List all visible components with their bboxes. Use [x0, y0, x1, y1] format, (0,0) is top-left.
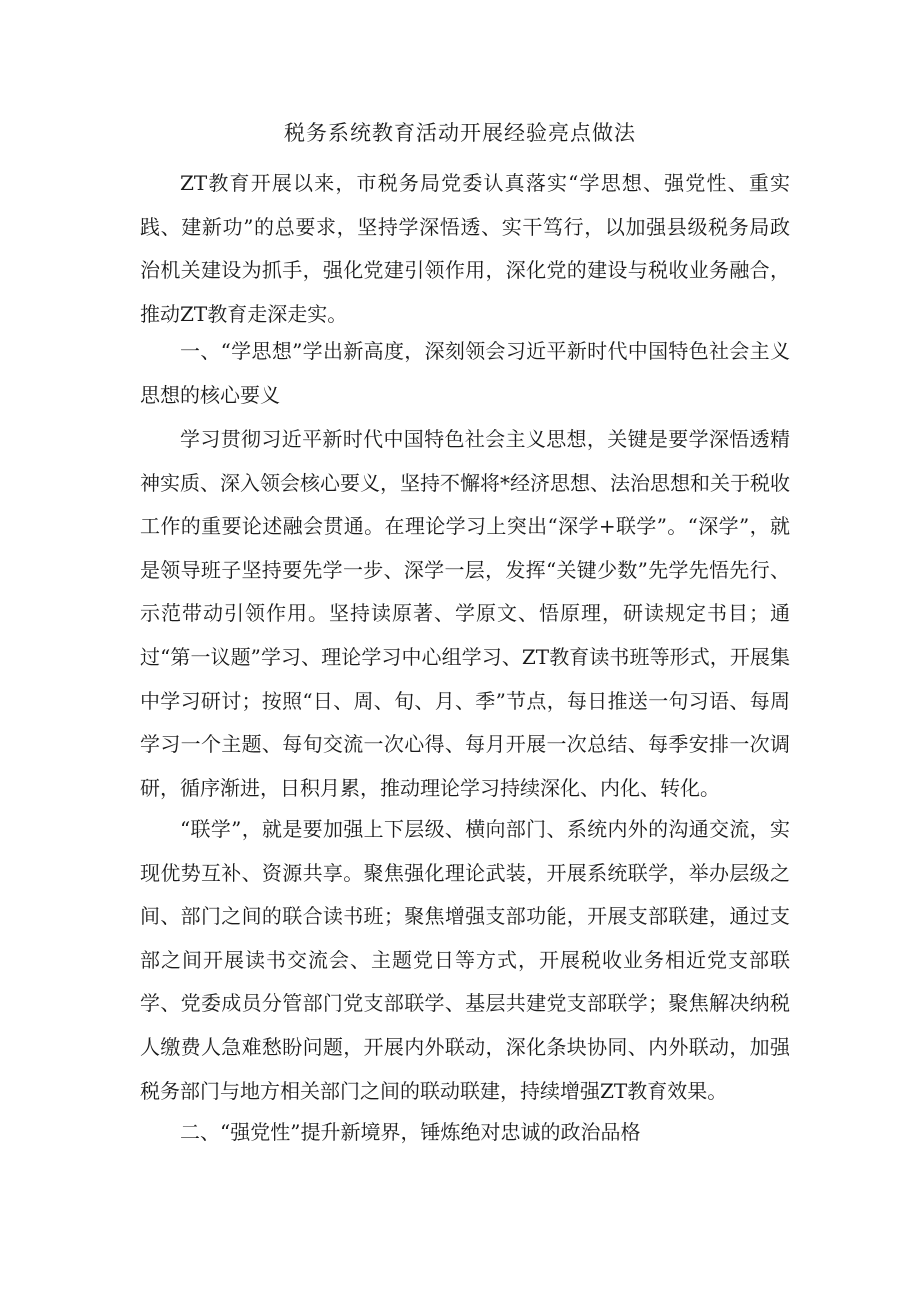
intro-paragraph: ZT教育开展以来，市税务局党委认真落实“学思想、强党性、重实践、建新功”的总要求，坚持学深悟透、实干笃行，以加强县级税务局政治机关建设为抓手，强化党建引领作用，深化党的建设与税收业务融合，推动ZT教育走深走实。	[140, 171, 790, 326]
document-title: 税务系统教育活动开展经验亮点做法	[284, 121, 636, 145]
joint-study-paragraph: “联学”，就是要加强上下层级、横向部门、系统内外的沟通交流，实现优势互补、资源共享。聚焦强化理论武装，开展系统联学，举办层级之间、部门之间的联合读书班；聚焦增强支部功能，开展支部联建，通过支部之间开展读书交流会、主题党日等方式，开展税收业务相近党支部联学、党委成员分管部门党支部联学、基层共建党支部联学；聚焦解决纳税人缴费人急难愁盼问题，开展内外联动，深化条块协同、内外联动，加强税务部门与地方相关部门之间的联动联建，持续增强ZT教育效果。	[140, 817, 790, 1103]
section-heading-1: 一、“学思想”学出新高度，深刻领会习近平新时代中国特色社会主义思想的核心要义	[140, 339, 790, 407]
section-heading-2: 二、“强党性”提升新境界，锤炼绝对忠诚的政治品格	[180, 1120, 641, 1144]
deep-study-paragraph: 学习贯彻习近平新时代中国特色社会主义思想，关键是要学深悟透精神实质、深入领会核心要义，坚持不懈将*经济思想、法治思想和关于税收工作的重要论述融会贯通。在理论学习上突出“深学+联学”。“深学”，就是领导班子坚持要先学一步、深学一层，发挥“关键少数”先学先悟先行、示范带动引领作用。坚持读原著、学原文、悟原理，研读规定书目；通过“第一议题”学习、理论学习中心组学习、ZT教育读书班等形式，开展集中学习研讨；按照“日、周、旬、月、季”节点，每日推送一句习语、每周学习一个主题、每旬交流一次心得、每月开展一次总结、每季安排一次调研，循序渐进，日积月累，推动理论学习持续深化、内化、转化。	[140, 427, 790, 800]
